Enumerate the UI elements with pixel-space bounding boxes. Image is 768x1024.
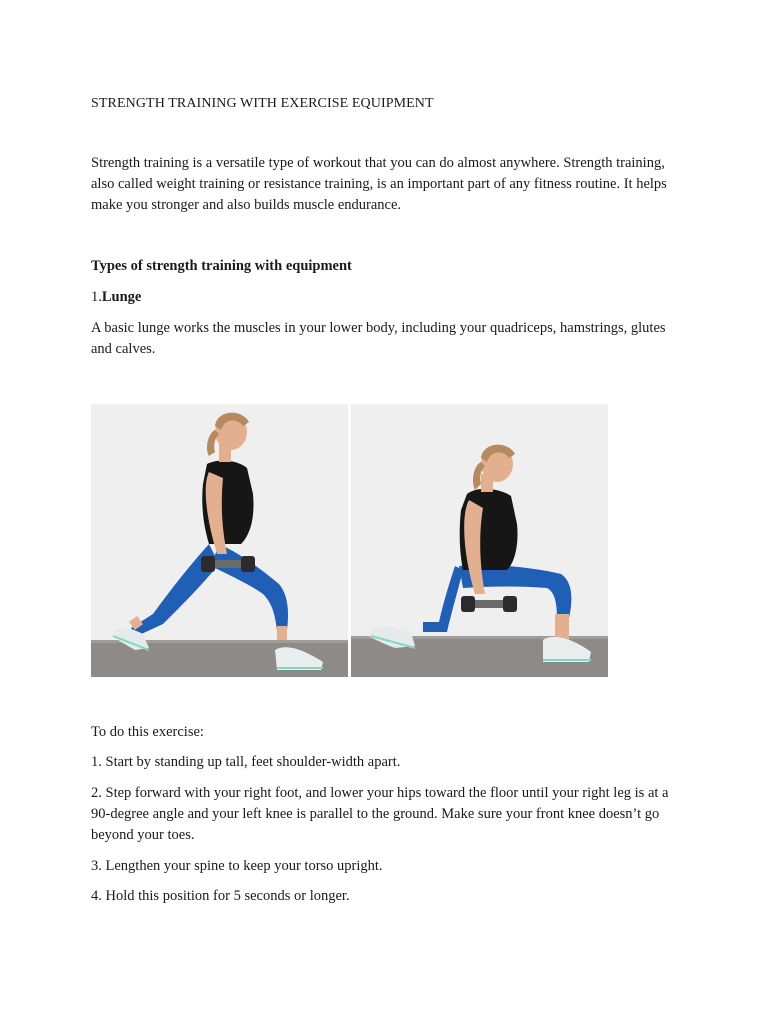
types-heading: Types of strength training with equipment	[91, 258, 352, 274]
instruction-step: 4. Hold this position for 5 seconds or longer.	[91, 888, 350, 904]
intro-paragraph: Strength training is a versatile type of workout that you can do almost anywhere. Strength training, also called weight training or resistance training, is an important part of any fitness routine. It helps make you stronger and also builds muscle endurance.	[91, 155, 667, 213]
lunge-start-photo	[91, 404, 348, 677]
section-description: A basic lunge works the muscles in your lower body, including your quadriceps, hamstrings, glutes and calves.	[91, 320, 666, 357]
instructions-intro: To do this exercise:	[91, 724, 204, 740]
section-number: 1.	[91, 289, 102, 305]
section-name: Lunge	[101, 289, 142, 305]
instruction-step: 3. Lengthen your spine to keep your torso upright.	[91, 858, 383, 874]
instruction-step: 2. Step forward with your right foot, and lower your hips toward the floor until your right leg is at a 90-degree angle and your left knee is parallel to the ground. Make sure your front knee doesn’t go beyond your toes.	[91, 785, 669, 843]
document-title: STRENGTH TRAINING WITH EXERCISE EQUIPMENT	[91, 96, 434, 111]
section-heading	[91, 287, 681, 308]
instruction-step: 1. Start by standing up tall, feet shoulder-width apart.	[91, 754, 401, 770]
lunge-lowered-photo	[351, 404, 608, 677]
